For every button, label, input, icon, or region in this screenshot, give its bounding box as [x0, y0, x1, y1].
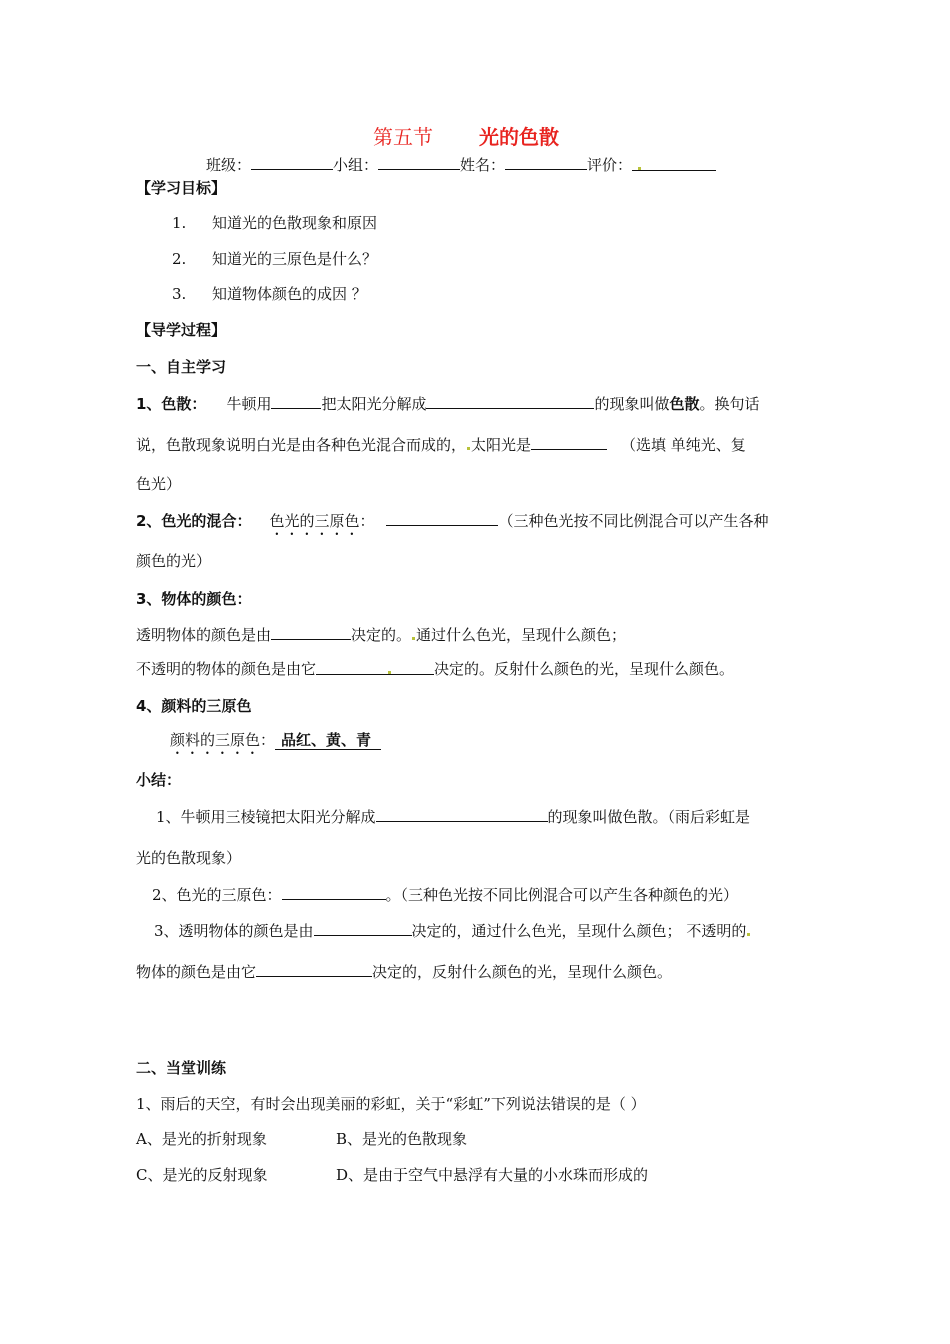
objectives-heading: 【学习目标】: [136, 179, 227, 197]
dispersion-line-1: 1、色散： 牛顿用 把太阳光分解成 的现象叫做色散。换句话: [136, 395, 760, 413]
summary-item-3-cont: 物体的颜色是由它 决定的，反射什么颜色的光，呈现什么颜色。: [136, 963, 673, 981]
objective-item: 2. 知道光的三原色是什么？: [172, 250, 378, 268]
dispersion-line-3: 色光）: [136, 475, 182, 493]
question-1: 1、雨后的天空，有时会出现美丽的彩虹，关于“彩虹”下列说法错误的是（ ）: [136, 1095, 646, 1113]
summary-blank-2[interactable]: [282, 884, 386, 900]
summary-heading: 小结：: [136, 771, 182, 789]
page-title: [373, 124, 559, 150]
light-mixing-line-1: 2、色光的混合： 色光的三原色： （三种色光按不同比例混合可以产生各种: [136, 512, 769, 530]
dispersion-line-2: 说，色散现象说明白光是由各种色光混合而成的， 太阳光是 （选填 单纯光、复: [136, 436, 746, 454]
blank-light-primaries[interactable]: [386, 510, 498, 526]
summary-blank-1[interactable]: [376, 806, 548, 822]
option-a[interactable]: A、是光的折射现象: [136, 1130, 267, 1148]
blank-transparent-color[interactable]: [271, 624, 351, 640]
group-blank[interactable]: [378, 154, 460, 170]
blank-opaque-color[interactable]: [316, 659, 434, 675]
object-color-line-2: 不透明的物体的颜色是由它 决定的。反射什么颜色的光，呈现什么颜色。: [136, 660, 735, 678]
option-b[interactable]: B、是光的色散现象: [336, 1130, 468, 1148]
option-c[interactable]: C、是光的反射现象: [136, 1166, 268, 1184]
section-number: 第五节: [373, 125, 433, 149]
objective-item: 1. 知道光的色散现象和原因: [172, 214, 378, 232]
eval-blank[interactable]: [632, 155, 716, 171]
topic-title: 光的色散: [479, 125, 559, 149]
summary-blank-3[interactable]: [314, 920, 412, 936]
eval-label: 评价：: [587, 156, 633, 174]
summary-item-2: 2、色光的三原色： 。（三种色光按不同比例混合可以产生各种颜色的光）: [152, 886, 739, 904]
pigment-answer: 品红、黄、青: [275, 731, 381, 750]
object-color-line-1: 透明物体的颜色是由 决定的。 通过什么色光，呈现什么颜色；: [136, 626, 627, 644]
practice-heading: 二、当堂训练: [136, 1059, 227, 1077]
object-color-heading: 3、物体的颜色：: [136, 590, 252, 608]
name-blank[interactable]: [505, 154, 587, 170]
student-info-line: [206, 154, 716, 175]
summary-item-1: 1、牛顿用三棱镜把太阳光分解成 的现象叫做色散。（雨后彩虹是: [156, 808, 751, 826]
class-label: 班级：: [206, 156, 252, 174]
objective-item: 3. 知道物体颜色的成因 ？: [172, 285, 367, 303]
summary-item-1-cont: 光的色散现象）: [136, 849, 242, 867]
class-blank[interactable]: [251, 154, 333, 170]
pigment-line: 颜料的三原色： 品红、黄、青: [170, 730, 381, 758]
blank-color-band[interactable]: [426, 393, 594, 409]
option-d[interactable]: D、是由于空气中悬浮有大量的小水珠而形成的: [336, 1166, 649, 1184]
blank-prism[interactable]: [271, 393, 321, 409]
name-label: 姓名：: [460, 156, 506, 174]
self-study-heading: 一、自主学习: [136, 358, 227, 376]
light-mixing-line-2: 颜色的光）: [136, 552, 212, 570]
process-heading: 【导学过程】: [136, 321, 227, 339]
blank-light-type[interactable]: [531, 434, 607, 450]
summary-blank-4[interactable]: [256, 961, 372, 977]
pigment-heading: 4、颜料的三原色: [136, 697, 252, 715]
group-label: 小组：: [333, 156, 379, 174]
summary-item-3: 3、透明物体的颜色是由 决定的，通过什么色光，呈现什么颜色； 不透明的: [154, 920, 751, 941]
